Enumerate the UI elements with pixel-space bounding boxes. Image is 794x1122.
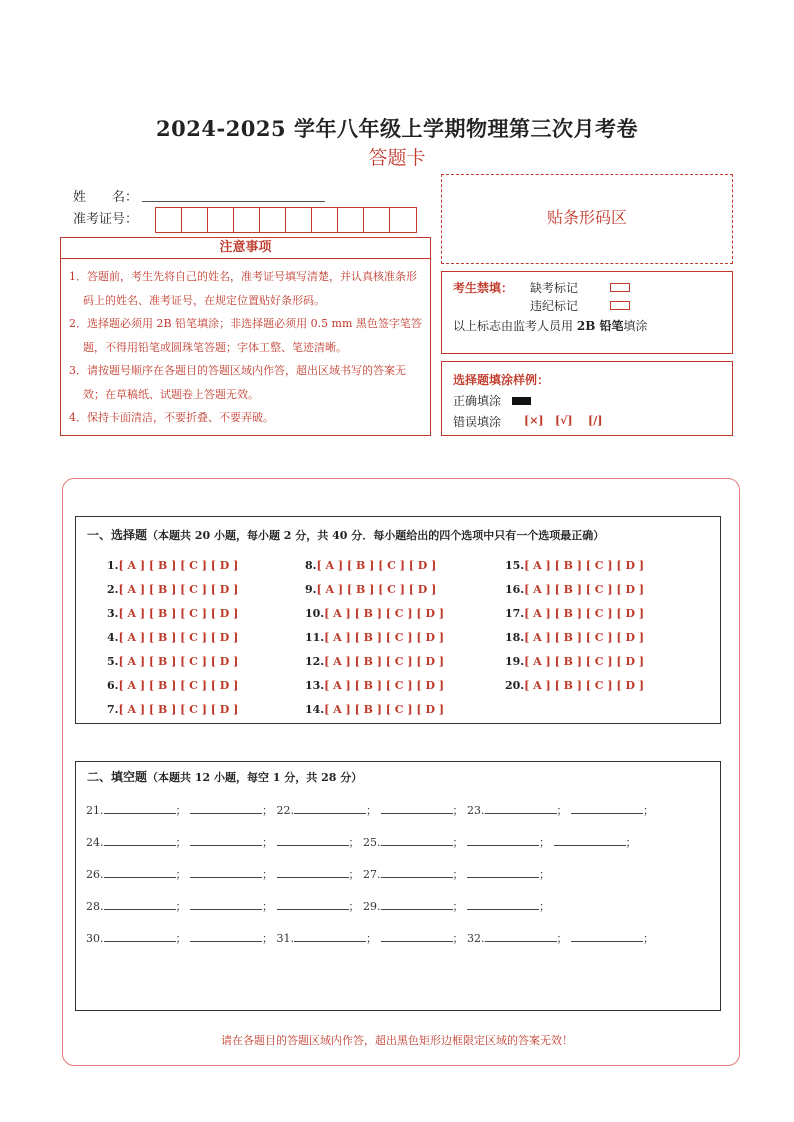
id-number-boxes[interactable] xyxy=(155,207,417,233)
forbidden-note-bold: 2B 铅笔 xyxy=(576,319,624,333)
blank-21-1[interactable] xyxy=(104,803,176,814)
options-8[interactable]: [ A ] [ B ] [ C ] [ D ] xyxy=(316,559,437,572)
blank-25-1[interactable] xyxy=(381,835,453,846)
blank-24-1[interactable] xyxy=(104,835,176,846)
forbidden-label: 考生禁填： xyxy=(453,281,514,295)
question-10[interactable]: 10.[ A ] [ B ] [ C ] [ D ] xyxy=(305,607,445,620)
question-13[interactable]: 13.[ A ] [ B ] [ C ] [ D ] xyxy=(305,679,445,692)
blank-22-2[interactable] xyxy=(381,803,453,814)
wrong-fill-label: 错误填涂 xyxy=(453,415,502,429)
blank-31-1[interactable] xyxy=(294,931,366,942)
id-digit-box[interactable] xyxy=(364,208,390,232)
options-3[interactable]: [ A ] [ B ] [ C ] [ D ] xyxy=(118,607,239,620)
blank-23-1[interactable] xyxy=(485,803,557,814)
blank-29-1[interactable] xyxy=(381,899,453,910)
blank-25-2[interactable] xyxy=(467,835,539,846)
absent-label: 缺考标记 xyxy=(530,281,579,295)
notice-item: 2．选择题必须用 2B 铅笔填涂；非选择题必须用 0.5 mm 黑色签字笔答题，不得用铅笔或圆珠笔答题；字体工整、笔迹清晰。 xyxy=(69,317,422,354)
id-digit-box[interactable] xyxy=(260,208,286,232)
id-digit-box[interactable] xyxy=(390,208,416,232)
options-15[interactable]: [ A ] [ B ] [ C ] [ D ] xyxy=(524,559,645,572)
id-digit-box[interactable] xyxy=(234,208,260,232)
question-16[interactable]: 16.[ A ] [ B ] [ C ] [ D ] xyxy=(505,583,645,596)
blank-28-2[interactable] xyxy=(190,899,262,910)
question-3[interactable]: 3.[ A ] [ B ] [ C ] [ D ] xyxy=(107,607,239,620)
forbidden-box xyxy=(441,271,733,354)
options-20[interactable]: [ A ] [ B ] [ C ] [ D ] xyxy=(524,679,645,692)
choice-section-desc: （本题共 20 小题，每小题 2 分，共 40 分．每小题给出的四个选项中只有一个选项最正确） xyxy=(147,529,605,542)
question-9[interactable]: 9.[ A ] [ B ] [ C ] [ D ] xyxy=(305,583,437,596)
question-12[interactable]: 12.[ A ] [ B ] [ C ] [ D ] xyxy=(305,655,445,668)
options-19[interactable]: [ A ] [ B ] [ C ] [ D ] xyxy=(524,655,645,668)
blank-28-1[interactable] xyxy=(104,899,176,910)
options-13[interactable]: [ A ] [ B ] [ C ] [ D ] xyxy=(324,679,445,692)
blank-26-2[interactable] xyxy=(190,867,262,878)
absent-mark-box[interactable] xyxy=(610,283,630,292)
id-digit-box[interactable] xyxy=(312,208,338,232)
fill-row: 24. ； ； ； 25. ； ； ； xyxy=(86,836,637,849)
choice-section xyxy=(75,516,721,724)
wrong-mark-check: [√] xyxy=(555,414,573,427)
blank-27-2[interactable] xyxy=(467,867,539,878)
question-7[interactable]: 7.[ A ] [ B ] [ C ] [ D ] xyxy=(107,703,239,716)
page-title: 2024-2025 学年八年级上学期物理第三次月考卷 xyxy=(156,116,638,141)
question-1[interactable]: 1.[ A ] [ B ] [ C ] [ D ] xyxy=(107,559,239,572)
options-16[interactable]: [ A ] [ B ] [ C ] [ D ] xyxy=(524,583,645,596)
blank-24-2[interactable] xyxy=(190,835,262,846)
question-6[interactable]: 6.[ A ] [ B ] [ C ] [ D ] xyxy=(107,679,239,692)
question-8[interactable]: 8.[ A ] [ B ] [ C ] [ D ] xyxy=(305,559,437,572)
page-subtitle: 答题卡 xyxy=(368,147,426,169)
question-19[interactable]: 19.[ A ] [ B ] [ C ] [ D ] xyxy=(505,655,645,668)
id-digit-box[interactable] xyxy=(156,208,182,232)
fill-row: 30. ； ； 31. ； ； 32. ； ； xyxy=(86,932,654,945)
blank-32-1[interactable] xyxy=(485,931,557,942)
fill-section xyxy=(75,761,721,1011)
fill-row: 28. ； ； ； 29. ； ； xyxy=(86,900,550,913)
correct-fill-mark xyxy=(512,397,531,405)
fill-section-heading xyxy=(87,768,362,785)
correct-fill-label: 正确填涂 xyxy=(453,394,502,408)
wrong-mark-slash: [/] xyxy=(588,414,603,427)
options-18[interactable]: [ A ] [ B ] [ C ] [ D ] xyxy=(524,631,645,644)
options-7[interactable]: [ A ] [ B ] [ C ] [ D ] xyxy=(118,703,239,716)
options-2[interactable]: [ A ] [ B ] [ C ] [ D ] xyxy=(118,583,239,596)
violation-mark-box[interactable] xyxy=(610,301,630,310)
question-4[interactable]: 4.[ A ] [ B ] [ C ] [ D ] xyxy=(107,631,239,644)
choice-section-heading xyxy=(87,526,604,543)
id-label: 准考证号： xyxy=(73,212,139,227)
blank-30-2[interactable] xyxy=(190,931,262,942)
blank-31-2[interactable] xyxy=(381,931,453,942)
options-17[interactable]: [ A ] [ B ] [ C ] [ D ] xyxy=(524,607,645,620)
footer-note: 请在各题目的答题区域内作答，超出黑色矩形边框限定区域的答案无效！ xyxy=(221,1034,573,1047)
fill-row: 26. ； ； ； 27. ； ； xyxy=(86,868,550,881)
violation-label: 违纪标记 xyxy=(530,299,579,313)
options-4[interactable]: [ A ] [ B ] [ C ] [ D ] xyxy=(118,631,239,644)
forbidden-note-prefix: 以上标志由监考人员用 xyxy=(453,319,574,333)
options-12[interactable]: [ A ] [ B ] [ C ] [ D ] xyxy=(324,655,445,668)
fill-sample-title: 选择题填涂样例： xyxy=(453,373,550,387)
options-5[interactable]: [ A ] [ B ] [ C ] [ D ] xyxy=(118,655,239,668)
blank-28-3[interactable] xyxy=(277,899,349,910)
blank-30-1[interactable] xyxy=(104,931,176,942)
question-20[interactable]: 20.[ A ] [ B ] [ C ] [ D ] xyxy=(505,679,645,692)
blank-21-2[interactable] xyxy=(190,803,262,814)
options-14[interactable]: [ A ] [ B ] [ C ] [ D ] xyxy=(324,703,445,716)
notice-item: 4．保持卡面清洁，不要折叠、不要弄破。 xyxy=(69,411,274,424)
id-digit-box[interactable] xyxy=(208,208,234,232)
id-digit-box[interactable] xyxy=(182,208,208,232)
options-10[interactable]: [ A ] [ B ] [ C ] [ D ] xyxy=(324,607,445,620)
question-5[interactable]: 5.[ A ] [ B ] [ C ] [ D ] xyxy=(107,655,239,668)
barcode-label: 贴条形码区 xyxy=(546,208,627,227)
question-14[interactable]: 14.[ A ] [ B ] [ C ] [ D ] xyxy=(305,703,445,716)
blank-27-1[interactable] xyxy=(381,867,453,878)
blank-29-2[interactable] xyxy=(467,899,539,910)
choice-section-title: 一、选择题 xyxy=(87,528,148,542)
name-field[interactable] xyxy=(142,201,325,202)
question-17[interactable]: 17.[ A ] [ B ] [ C ] [ D ] xyxy=(505,607,645,620)
notice-item: 1．答题前，考生先将自己的姓名，准考证号填写清楚，并认真核准条形码上的姓名、准考证号，在规定位置贴好条形码。 xyxy=(69,270,417,307)
blank-24-3[interactable] xyxy=(277,835,349,846)
blank-26-1[interactable] xyxy=(104,867,176,878)
notice-item: 3．请按题号顺序在各题目的答题区域内作答，超出区域书写的答案无效；在草稿纸、试题卷上答题无效。 xyxy=(69,364,406,401)
notice-heading: 注意事项 xyxy=(60,237,431,259)
id-digit-box[interactable] xyxy=(286,208,312,232)
blank-23-2[interactable] xyxy=(571,803,643,814)
id-digit-box[interactable] xyxy=(338,208,364,232)
blank-22-1[interactable] xyxy=(294,803,366,814)
fill-section-title: 二、填空题 xyxy=(87,770,148,784)
barcode-area xyxy=(441,174,733,264)
blank-32-2[interactable] xyxy=(571,931,643,942)
fill-section-desc: （本题共 12 小题，每空 1 分，共 28 分） xyxy=(147,771,363,784)
question-18[interactable]: 18.[ A ] [ B ] [ C ] [ D ] xyxy=(505,631,645,644)
forbidden-note-suffix: 填涂 xyxy=(623,319,648,333)
question-11[interactable]: 11.[ A ] [ B ] [ C ] [ D ] xyxy=(305,631,445,644)
fill-row: 21. ； ； 22. ； ； 23. ； ； xyxy=(86,804,654,817)
options-1[interactable]: [ A ] [ B ] [ C ] [ D ] xyxy=(118,559,239,572)
blank-26-3[interactable] xyxy=(277,867,349,878)
options-9[interactable]: [ A ] [ B ] [ C ] [ D ] xyxy=(316,583,437,596)
name-label: 姓 名： xyxy=(73,190,139,205)
options-6[interactable]: [ A ] [ B ] [ C ] [ D ] xyxy=(118,679,239,692)
question-15[interactable]: 15.[ A ] [ B ] [ C ] [ D ] xyxy=(505,559,645,572)
options-11[interactable]: [ A ] [ B ] [ C ] [ D ] xyxy=(324,631,445,644)
fill-sample-box xyxy=(441,361,733,436)
forbidden-note xyxy=(453,317,648,334)
question-2[interactable]: 2.[ A ] [ B ] [ C ] [ D ] xyxy=(107,583,239,596)
notice-body xyxy=(60,258,431,436)
wrong-mark-cross: [×] xyxy=(524,414,544,427)
blank-25-3[interactable] xyxy=(554,835,626,846)
